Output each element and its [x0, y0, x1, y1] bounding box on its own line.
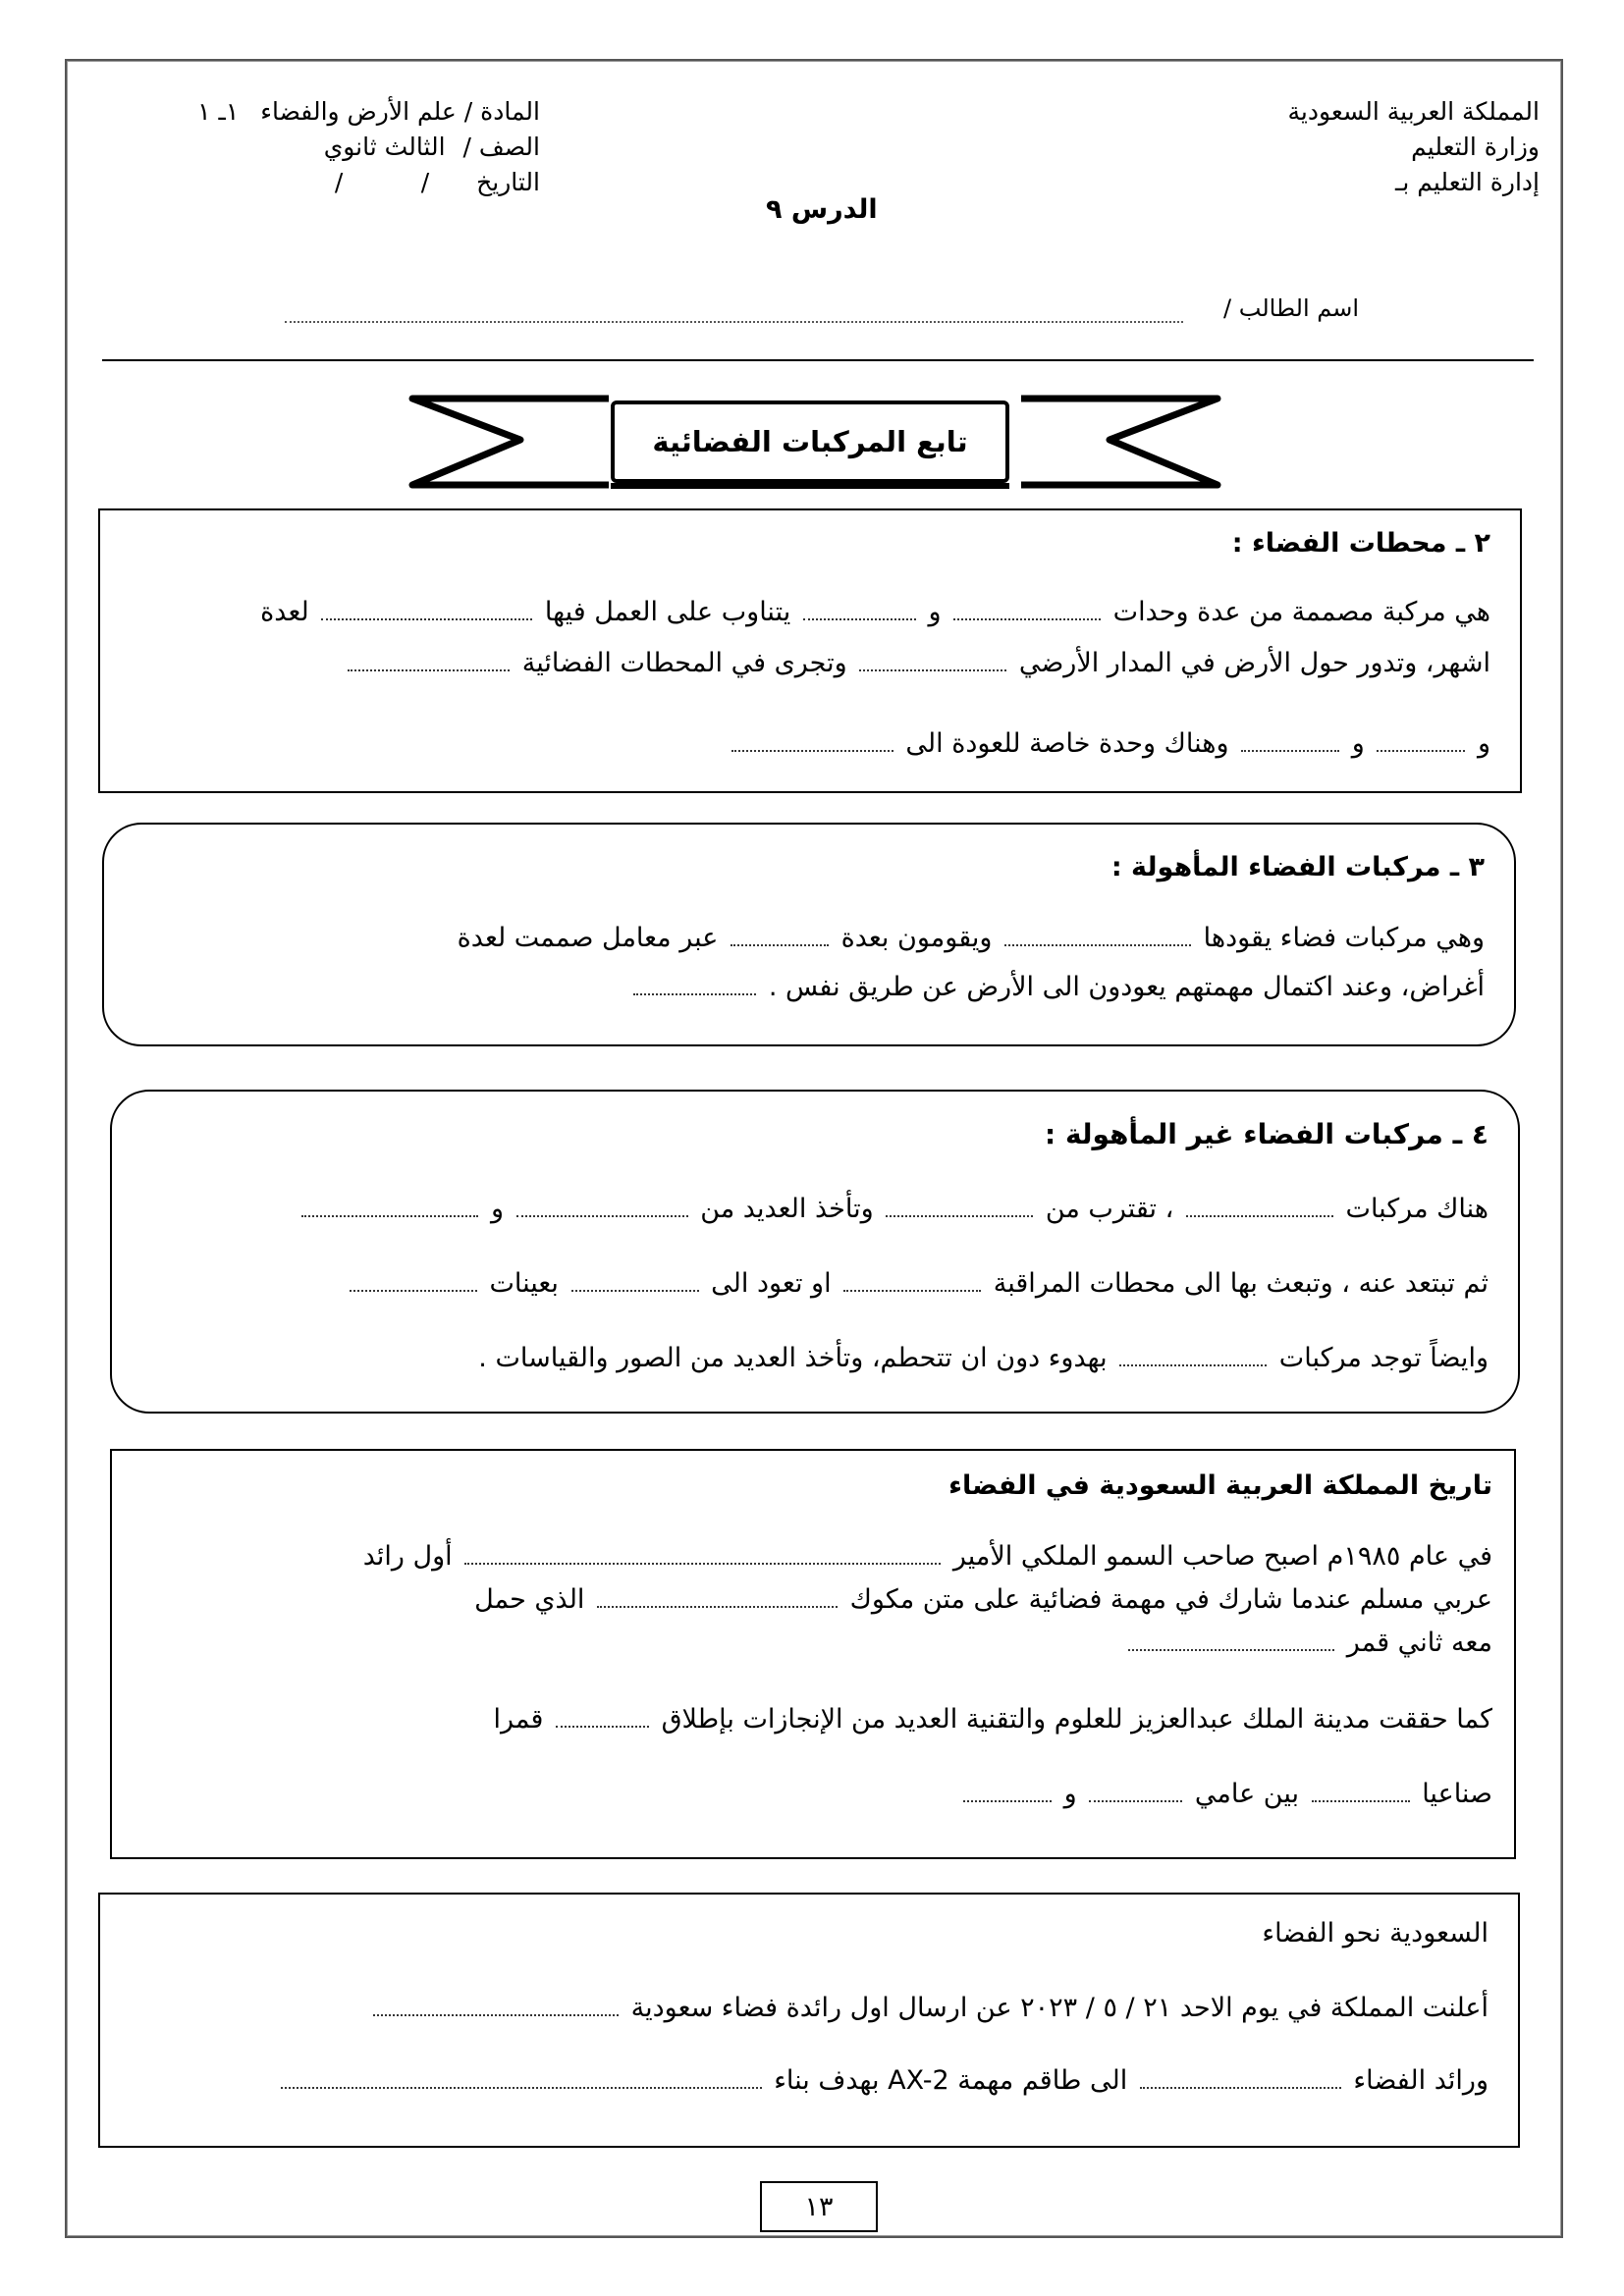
text-segment: أول رائد	[362, 1541, 453, 1572]
blank-field[interactable]	[597, 1582, 838, 1608]
text-segment: بين عامي	[1194, 1779, 1300, 1809]
mission-code: AX-2	[888, 2065, 949, 2096]
text-segment: أعلنت المملكة في يوم الاحد ٢١ / ٥ / ٢٠٢٣ عن ارسال اول رائدة فضاء سعودية	[630, 1993, 1489, 2023]
ministry-name: وزارة التعليم	[1411, 133, 1540, 161]
student-name-field[interactable]	[285, 321, 1183, 323]
blank-field[interactable]	[1377, 726, 1465, 752]
saudi-space-line-1	[120, 1989, 1489, 2028]
banner-title: تابع المركبات الفضائية	[652, 425, 968, 458]
text-segment: هي مركبة مصممة من عدة وحدات	[1112, 597, 1490, 627]
blank-field[interactable]	[301, 1192, 478, 1217]
blank-field[interactable]	[321, 595, 532, 620]
uncrewed-line-3	[132, 1339, 1489, 1378]
blank-field[interactable]	[1128, 1626, 1334, 1651]
section-saudi-history	[110, 1449, 1516, 1859]
text-segment: ، تقترب من	[1045, 1194, 1174, 1224]
blank-field[interactable]	[843, 1266, 981, 1292]
section-title: ٣ ـ مركبات الفضاء المأهولة :	[1110, 852, 1485, 882]
stations-line-2	[120, 644, 1490, 683]
text-segment: عربي مسلم عندما شارك في مهمة فضائية على متن مكوك	[849, 1584, 1492, 1615]
section-crewed-spacecraft	[102, 823, 1516, 1046]
blank-field[interactable]	[350, 1266, 477, 1292]
blank-field[interactable]	[348, 646, 510, 671]
stations-line-3	[120, 724, 1490, 764]
text-segment: وهناك وحدة خاصة للعودة الى	[905, 728, 1229, 759]
text-segment: او تعود الى	[711, 1268, 832, 1299]
header-left	[108, 94, 540, 200]
text-segment: يتناوب على العمل فيها	[544, 597, 791, 627]
grade-value: الثالث ثانوي	[323, 133, 446, 161]
blank-field[interactable]	[731, 921, 829, 946]
text-segment: هناك مركبات	[1345, 1194, 1489, 1224]
banner-box	[611, 400, 1009, 483]
grade-label: الصف /	[462, 133, 540, 161]
department-name: إدارة التعليم بـ	[1395, 168, 1540, 196]
header-divider	[102, 359, 1534, 361]
history-line-5	[132, 1775, 1492, 1814]
subject-row	[108, 94, 540, 130]
text-segment: و	[490, 1194, 504, 1224]
saudi-space-line-2	[120, 2061, 1489, 2101]
banner-shadow	[611, 483, 1009, 489]
blank-field[interactable]	[281, 2063, 762, 2089]
text-segment: ورائد الفضاء	[1353, 2065, 1489, 2096]
stations-line-1	[120, 593, 1490, 632]
text-segment: معه ثاني قمر	[1346, 1628, 1492, 1658]
text-segment: ثم تبتعد عنه ، وتبعث بها الى محطات المراقبة	[993, 1268, 1489, 1299]
text-segment: و	[1351, 728, 1365, 759]
blank-field[interactable]	[1241, 726, 1339, 752]
blank-field[interactable]	[1119, 1341, 1267, 1366]
section-uncrewed-spacecraft	[110, 1090, 1520, 1414]
blank-field[interactable]	[963, 1777, 1052, 1802]
history-line-4	[132, 1700, 1492, 1739]
section-saudi-towards-space	[98, 1893, 1520, 2148]
section-title-text: ٤ ـ مركبات الفضاء غير المأهولة :	[1045, 1118, 1489, 1150]
section-space-stations	[98, 508, 1522, 793]
subject-label: المادة / علم الأرض والفضاء	[260, 97, 540, 126]
text-segment: أغراض، وعند اكتمال مهمتهم يعودون الى الأرض عن طريق نفس .	[768, 972, 1485, 1002]
text-segment: و	[1477, 728, 1490, 759]
blank-field[interactable]	[373, 1991, 619, 2016]
text-segment: صناعيا	[1422, 1779, 1492, 1809]
text-segment: وتأخذ العديد من	[700, 1194, 874, 1224]
grade-row	[108, 130, 540, 165]
date-slashes: / /	[334, 168, 430, 196]
blank-field[interactable]	[633, 970, 756, 995]
blank-field[interactable]	[1312, 1777, 1410, 1802]
blank-field[interactable]	[1089, 1777, 1182, 1802]
lesson-title: الدرس ٩	[766, 194, 878, 225]
blank-field[interactable]	[516, 1192, 688, 1217]
subject-code: ١ـ ١	[197, 97, 240, 126]
section-title: السعودية نحو الفضاء	[1262, 1918, 1489, 1949]
text-segment: وهي مركبات فضاء يقودها	[1203, 923, 1485, 953]
blank-field[interactable]	[571, 1266, 699, 1292]
uncrewed-line-1	[132, 1190, 1489, 1229]
blank-field[interactable]	[1004, 921, 1191, 946]
history-line-1	[132, 1537, 1492, 1576]
history-line-3	[132, 1624, 1492, 1663]
date-label: التاريخ	[476, 168, 540, 196]
date-row	[108, 165, 540, 200]
text-segment: بعينات	[489, 1268, 559, 1299]
kingdom-name: المملكة العربية السعودية	[1287, 97, 1540, 126]
uncrewed-line-2	[132, 1264, 1489, 1304]
page-number: ١٣	[760, 2181, 878, 2232]
text-segment: وايضاً توجد مركبات	[1278, 1343, 1489, 1373]
crewed-line-2	[124, 968, 1485, 1007]
section-title: تاريخ المملكة العربية السعودية في الفضاء	[948, 1470, 1492, 1501]
blank-field[interactable]	[803, 595, 916, 620]
student-name-label: اسم الطالب /	[1223, 294, 1359, 322]
text-segment: بهدوء دون ان تتحطم، وتأخذ العديد من الصور والقياسات .	[478, 1343, 1108, 1373]
blank-field[interactable]	[1186, 1192, 1333, 1217]
header-right	[1287, 94, 1540, 200]
text-segment: اشهر، وتدور حول الأرض في المدار الأرضي	[1018, 648, 1490, 678]
section-title: ٢ ـ محطات الفضاء :	[1231, 528, 1490, 559]
blank-field[interactable]	[556, 1702, 649, 1728]
blank-field[interactable]	[731, 726, 893, 752]
history-line-2	[132, 1580, 1492, 1620]
text-segment: وتجرى في المحطات الفضائية	[521, 648, 847, 678]
text-segment: قمرا	[493, 1704, 544, 1735]
text-segment: الى طاقم مهمة	[957, 2065, 1128, 2096]
blank-field[interactable]	[859, 646, 1006, 671]
text-segment: لعدة	[260, 597, 309, 627]
text-segment: و	[1063, 1779, 1077, 1809]
blank-field[interactable]	[886, 1192, 1033, 1217]
blank-field[interactable]	[953, 595, 1101, 620]
crewed-line-1	[124, 919, 1485, 958]
text-segment: بهدف بناء	[774, 2065, 880, 2096]
text-segment: و	[928, 597, 942, 627]
blank-field[interactable]	[1140, 2063, 1341, 2089]
text-segment: الذي حمل	[474, 1584, 585, 1615]
text-segment: كما حققت مدينة الملك عبدالعزيز للعلوم والتقنية العديد من الإنجازات بإطلاق	[661, 1704, 1492, 1735]
text-segment: عبر معامل صممت لعدة	[457, 923, 719, 953]
text-segment: في عام ١٩٨٥م اصبح صاحب السمو الملكي الأمير	[952, 1541, 1492, 1572]
blank-field[interactable]	[464, 1539, 941, 1565]
section-title	[132, 1115, 1489, 1154]
text-segment: ويقومون بعدة	[840, 923, 993, 953]
